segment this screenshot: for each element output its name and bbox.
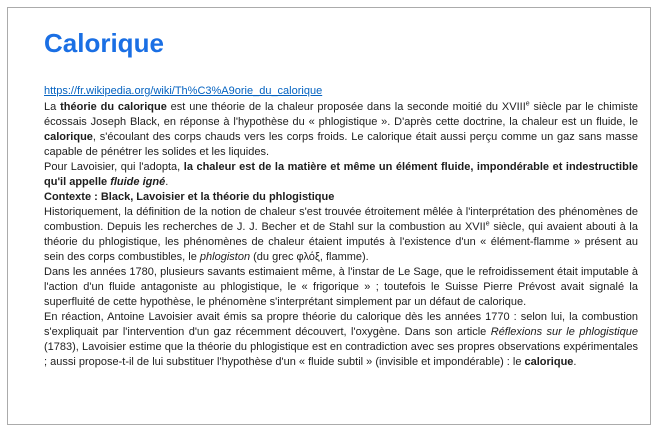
section-heading-contexte: Contexte : Black, Lavoisier et la théorie du phlogistique bbox=[44, 191, 335, 203]
page-title: Calorique bbox=[44, 28, 164, 58]
paragraph-lavoisier: Pour Lavoisier, qui l'adopta, la chaleur est de la matière et même un élément fluide, impondérable et indestructible qu'il appelle fluide igné. bbox=[44, 161, 639, 188]
document-content bbox=[44, 8, 638, 370]
wikipedia-source-link[interactable]: https://fr.wikipedia.org/wiki/Th%C3%A9orie_du_calorique bbox=[44, 85, 323, 97]
document-page bbox=[7, 7, 651, 425]
paragraph-reaction: En réaction, Antoine Lavoisier avait émis sa propre théorie du calorique dès les années 1770 : selon lui, la combustion s'expliquait par l'intervention d'un gaz récemment découvert, l'oxygène. Dans son article Réflexions sur le phlogistique (1783), Lavoisier estime que la théorie du phlogistique est en contradiction avec ses propres observations expérimentales ; aussi propose-t-il de lui substituer l'hypothèse d'un « fluide subtil » (invisible et impondérable) : le calorique. bbox=[44, 311, 638, 368]
paragraph-historique: Historiquement, la définition de la notion de chaleur s'est trouvée étroitement mêlée à l'interprétation des phénomènes de combustion. Depuis les recherches de J. J. Becher et de Stahl sur la combustion au XVIIe siècle, qui avaient abouti à la théorie du phlogistique, les phénomènes de chaleur étaient imputés à l'existence d'un « élément-flamme » présent au sein des corps combustibles, le phlogiston (du grec φλόξ, flamme). bbox=[44, 206, 638, 263]
source-link-row bbox=[44, 85, 638, 98]
paragraph-intro: La théorie du calorique est une théorie de la chaleur proposée dans la seconde moitié du XVIIIe siècle par le chimiste écossais Joseph Black, en réponse à l'hypothèse du « phlogistique ». D'après cette doctrine, la chaleur est un fluide, le calorique, s'écoulant des corps chauds vers les corps froids. Le calorique était aussi perçu comme un gaz sans masse capable de pénétrer les solides et les liquides. bbox=[44, 100, 638, 158]
paragraph-annees-1780: Dans les années 1780, plusieurs savants estimaient même, à l'instar de Le Sage, que le refroidissement était imputable à l'action d'un fluide antagoniste au phlogistique, le « frigorique » ; toutefois le Suisse Pierre Prévost avait signalé la superfluité de cette hypothèse, le phénomène s'interprétant simplement par un défaut de calorique. bbox=[44, 266, 638, 308]
document-body bbox=[44, 100, 638, 370]
